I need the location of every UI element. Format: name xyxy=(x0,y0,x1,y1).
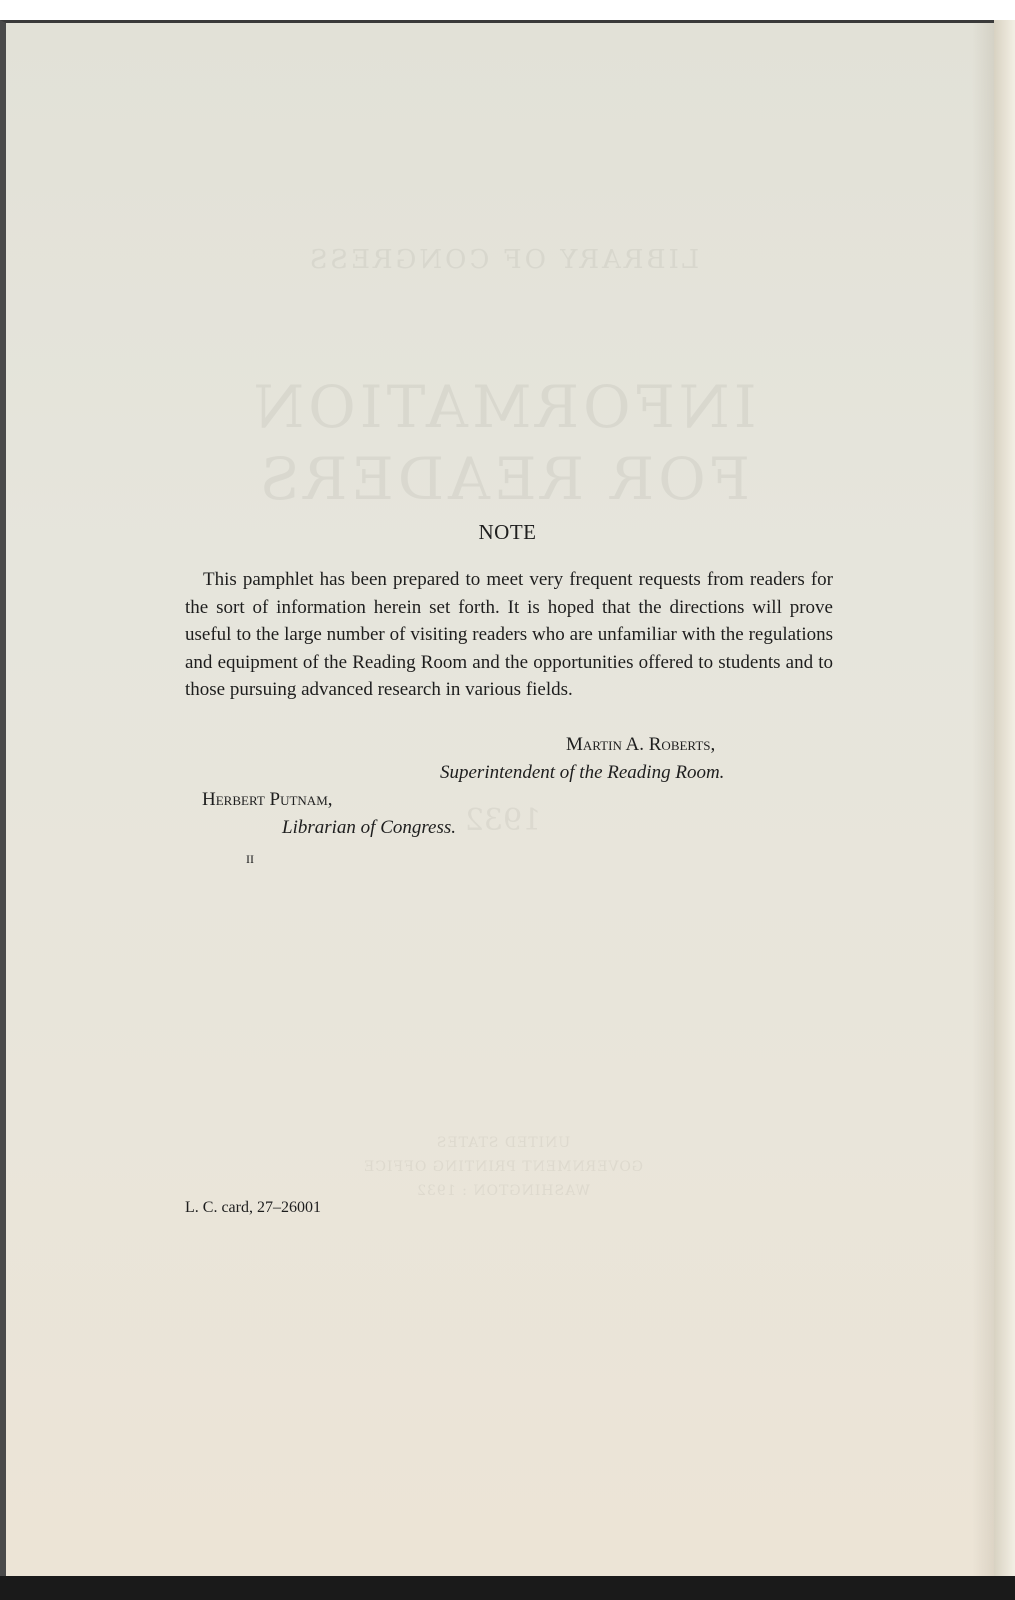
bleed-through-header: LIBRARY OF CONGRESS xyxy=(306,245,700,275)
next-page-edge xyxy=(994,20,1015,1576)
signature-putnam-title: Librarian of Congress. xyxy=(282,817,457,838)
bleed-through-year: 1932 xyxy=(464,803,542,838)
bleed-through-title-2: FOR READERS xyxy=(255,445,751,513)
bleed-through-imprint-2: GOVERNMENT PRINTING OFFICE xyxy=(363,1159,643,1175)
signature-putnam-name: Herbert Putnam, xyxy=(202,789,333,810)
page-number: II xyxy=(246,852,254,866)
bleed-through-title-1: INFORMATION xyxy=(249,373,757,441)
page-edge-shadow xyxy=(972,23,994,1576)
signature-roberts-name: Martin A. Roberts, xyxy=(566,734,716,755)
note-heading: NOTE xyxy=(478,520,537,544)
scanner-bottom-border xyxy=(0,1576,1015,1600)
paper-sheet xyxy=(0,20,994,1576)
bleed-through-imprint-1: UNITED STATES xyxy=(435,1135,571,1151)
lc-card-number: L. C. card, 27–26001 xyxy=(185,1199,321,1216)
note-paragraph: This pamphlet has been prepared to meet very frequent requests from readers for the sort of information herein set forth. It is hoped that the directions will prove useful to the large number of visiting readers who are unfamiliar with the regulations and equipment of the Reading Room and the opportunities offered to students and to those pursuing advanced research in various fields. xyxy=(185,569,833,700)
signature-roberts-title: Superintendent of the Reading Room. xyxy=(440,762,725,783)
bleed-through-imprint-3: WASHINGTON : 1932 xyxy=(416,1183,590,1199)
